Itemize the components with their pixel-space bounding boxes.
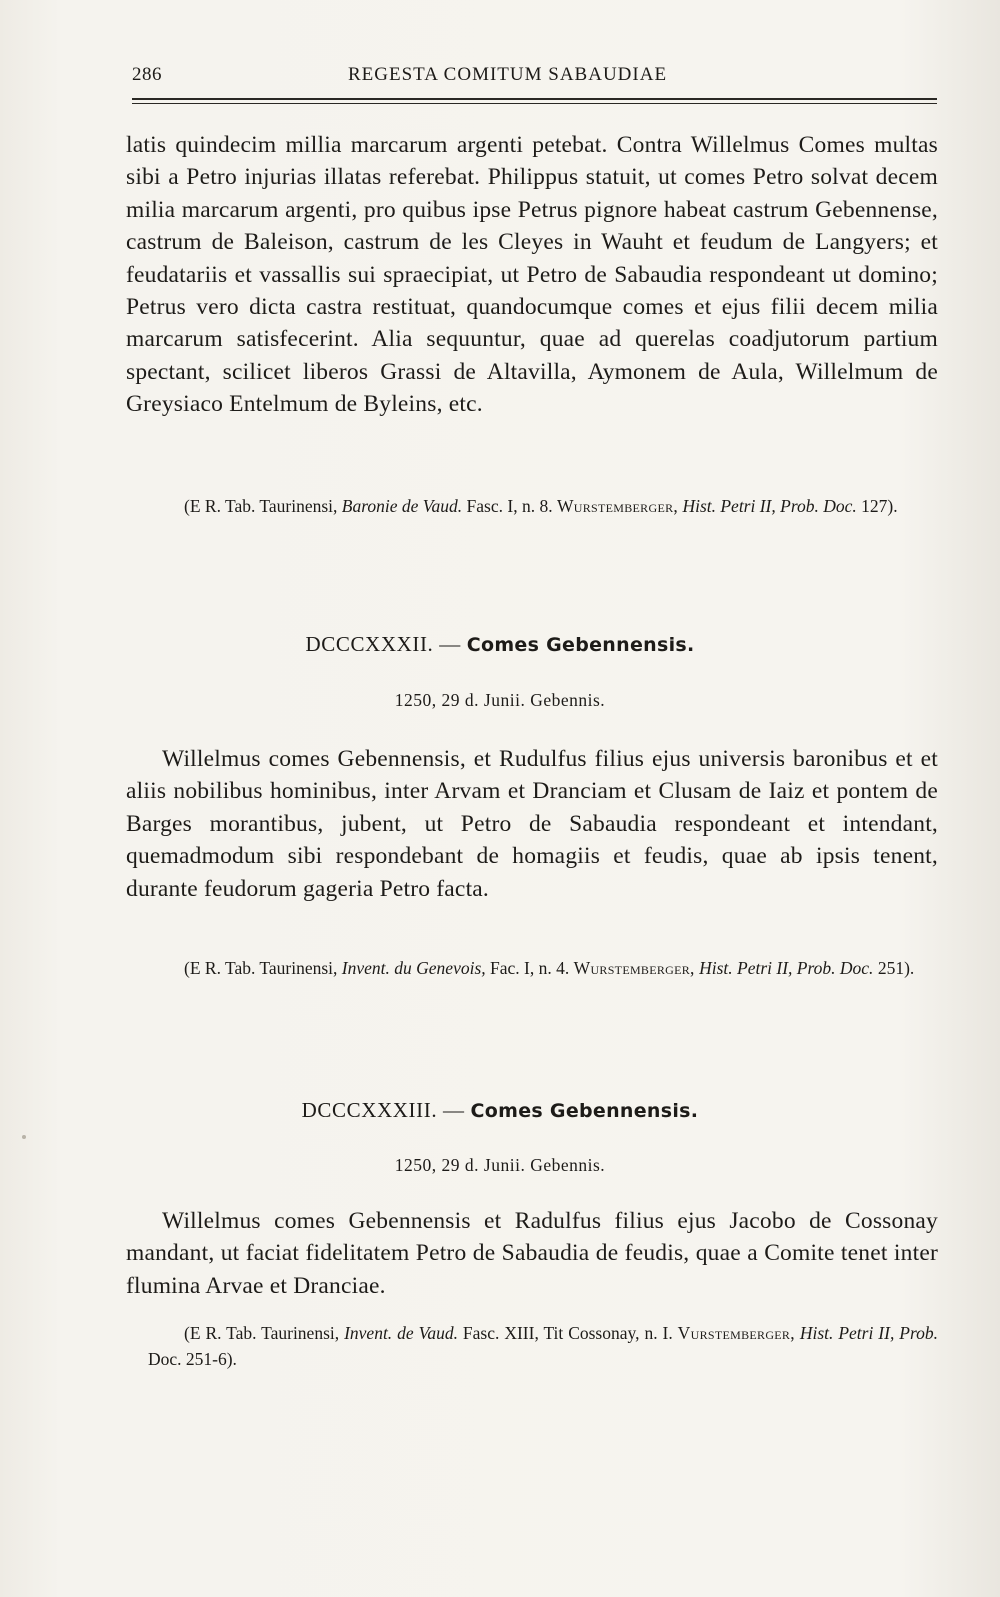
entry-dateline: 1250, 29 d. Junii. Gebennis. bbox=[394, 690, 606, 710]
entry-number: DCCCXXXIII. bbox=[301, 1098, 438, 1122]
entry-source-note bbox=[148, 493, 938, 519]
entry-source-note bbox=[148, 955, 938, 981]
paper-speck bbox=[22, 1135, 26, 1139]
entry-dash: — bbox=[443, 1098, 465, 1122]
note-author: Wurstemberger, bbox=[573, 958, 695, 978]
note-archive: (E R. Tab. Taurinensi, bbox=[184, 496, 338, 516]
entry-heading bbox=[0, 1098, 1000, 1123]
header-rule bbox=[132, 98, 937, 100]
entry-body: Willelmus comes Gebennensis, et Rudulfus filius ejus universis baronibus et et aliis nobilibus hominibus, inter Arvam et Dranciam et Clusam de Iaiz et pontem de Barges morantibus, jubent, ut Petro de Sabaudia respondeant et intendant, quemadmodum sibi respondebant de homagiis et feudis, quae ab ipsis tenent, durante feudorum gageria Petro facta. bbox=[126, 746, 938, 902]
note-work: Invent. de Vaud. bbox=[344, 1323, 458, 1343]
entry-dash: — bbox=[439, 632, 461, 656]
page-number: 286 bbox=[132, 64, 162, 85]
note-work: Invent. du Genevois, bbox=[341, 958, 486, 978]
note-fasc: Fasc. I, n. 8. bbox=[466, 496, 553, 516]
note-archive: (E R. Tab. Taurinensi, bbox=[184, 1323, 340, 1343]
note-book: Hist. Petri II, Prob. Doc. bbox=[682, 496, 857, 516]
entry-name: Comes Gebennensis. bbox=[470, 1100, 699, 1122]
running-head bbox=[132, 64, 937, 94]
note-doc: 127). bbox=[861, 496, 898, 516]
note-doc: Doc. 251-6). bbox=[148, 1349, 237, 1369]
note-book: Hist. Petri II, Prob. bbox=[799, 1323, 938, 1343]
entry-number: DCCCXXXII. bbox=[305, 632, 434, 656]
note-fasc: Fasc. XIII, Tit Cossonay, n. I. bbox=[462, 1323, 673, 1343]
header-rule-thin bbox=[132, 103, 937, 104]
entry-body: Willelmus comes Gebennensis et Radulfus filius ejus Jacobo de Cossonay mandant, ut faciat fidelitatem Petro de Sabaudia de feudis, quae a Comite tenet inter flumina Arvae et Dranciae. bbox=[126, 1208, 938, 1299]
note-book: Hist. Petri II, Prob. Doc. bbox=[699, 958, 874, 978]
entry-source-note bbox=[148, 1320, 938, 1372]
note-fasc: Fac. I, n. 4. bbox=[490, 958, 570, 978]
running-title: REGESTA COMITUM SABAUDIAE bbox=[348, 64, 668, 85]
entry-body-continued: latis quindecim millia marcarum argenti petebat. Contra Willelmus Comes multas sibi a Petro injurias illatas referebat. Philippus statuit, ut comes Petro solvat decem milia marcarum argenti, pro quibus ipse Petrus pignore habeat castrum Gebennense, castrum de Baleison, castrum de les Cleyes in Wauht et feudum de Langyers; et feudatariis et vassallis sui spraecipiat, ut Petro de Sabaudia respondeant ut domino; Petrus vero dicta castra restituat, quandocumque comes et ejus filii decem milia marcarum satisfecerint. Alia sequuntur, quae ad querelas coadjutorum partium spectant, scilicet liberos Grassi de Altavilla, Aymonem de Aula, Willelmum de Greysiaco Entelmum de Byleins, etc. bbox=[126, 132, 938, 418]
note-author: Vurstemberger, bbox=[677, 1323, 795, 1343]
entry-dateline: 1250, 29 d. Junii. Gebennis. bbox=[394, 1155, 606, 1175]
note-author: Wurstemberger, bbox=[556, 496, 679, 516]
note-archive: (E R. Tab. Taurinensi, bbox=[184, 958, 338, 978]
note-work: Baronie de Vaud. bbox=[341, 496, 463, 516]
entry-name: Comes Gebennensis. bbox=[466, 634, 695, 656]
entry-heading bbox=[0, 632, 1000, 657]
note-doc: 251). bbox=[877, 958, 915, 978]
